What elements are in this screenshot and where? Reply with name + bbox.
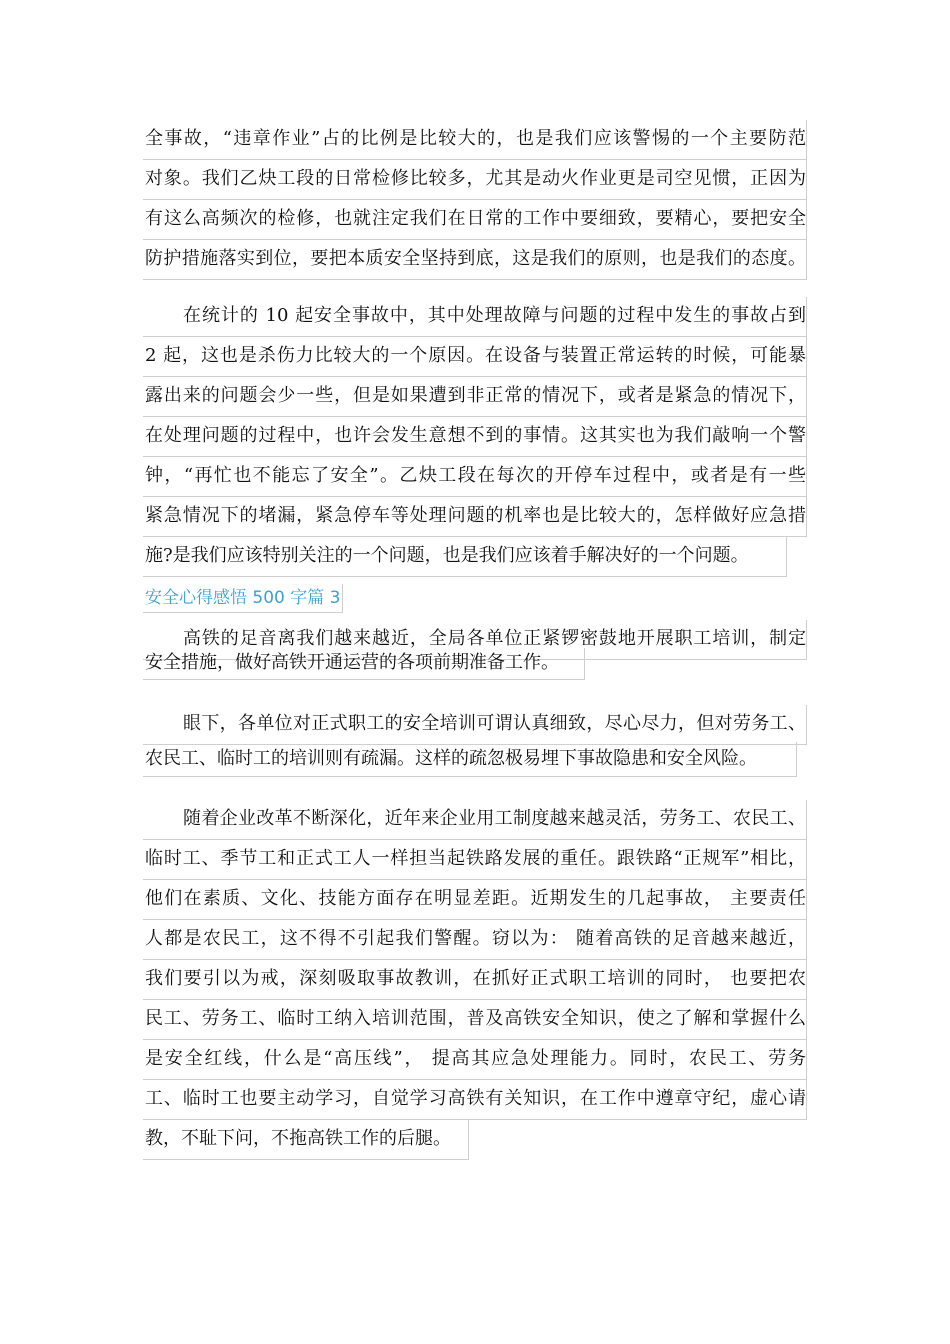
text-line: 紧急情况下的堵漏，紧急停车等处理问题的机率也是比较大的，怎样做好应急措	[143, 497, 807, 537]
text-line: 钟，“再忙也不能忘了安全”。乙炔工段在每次的开停车过程中，或者是有一些	[143, 457, 807, 497]
text-line: 临时工、季节工和正式工人一样担当起铁路发展的重任。跟铁路“正规军”相比，	[143, 840, 807, 880]
text-line: 随着企业改革不断深化，近年来企业用工制度越来越灵活，劳务工、农民工、	[143, 800, 807, 840]
text-line: 有这么高频次的检修，也就注定我们在日常的工作中要细致，要精心，要把安全	[143, 200, 807, 240]
text-line: 安全措施，做好高铁开通运营的各项前期准备工作。	[143, 648, 585, 680]
text-line: 民工、劳务工、临时工纳入培训范围，普及高铁安全知识，使之了解和掌握什么	[143, 1000, 807, 1040]
text-line: 2 起，这也是杀伤力比较大的一个原因。在设备与装置正常运转的时候，可能暴	[143, 337, 807, 377]
text-line: 高铁的足音离我们越来越近，全局各单位正紧锣密鼓地开展职工培训，制定	[143, 620, 807, 660]
text-line: 露出来的问题会少一些，但是如果遭到非正常的情况下，或者是紧急的情况下，	[143, 377, 807, 417]
text-line: 人都是农民工，这不得不引起我们警醒。窃以为： 随着高铁的足音越来越近，	[143, 920, 807, 960]
text-line: 工、临时工也要主动学习，自觉学习高铁有关知识，在工作中遵章守纪，虚心请	[143, 1080, 807, 1120]
text-line: 在处理问题的过程中，也许会发生意想不到的事情。这其实也为我们敲响一个警	[143, 417, 807, 457]
text-line: 农民工、临时工的培训则有疏漏。这样的疏忽极易埋下事故隐患和安全风险。	[143, 742, 797, 777]
text-line: 眼下，各单位对正式职工的安全培训可谓认真细致，尽心尽力，但对劳务工、	[143, 705, 807, 745]
text-line: 全事故，“违章作业”占的比例是比较大的，也是我们应该警惕的一个主要防范	[143, 120, 807, 160]
text-line: 我们要引以为戒，深刻吸取事故教训，在抓好正式职工培训的同时， 也要把农	[143, 960, 807, 1000]
text-line: 在统计的 10 起安全事故中，其中处理故障与问题的过程中发生的事故占到	[143, 297, 807, 337]
text-line: 他们在素质、文化、技能方面存在明显差距。近期发生的几起事故， 主要责任	[143, 880, 807, 920]
text-line: 对象。我们乙炔工段的日常检修比较多，尤其是动火作业更是司空见惯，正因为	[143, 160, 807, 200]
text-line: 防护措施落实到位，要把本质安全坚持到底，这是我们的原则，也是我们的态度。	[143, 240, 807, 280]
text-line: 教，不耻下问，不拖高铁工作的后腿。	[143, 1120, 469, 1160]
text-line: 是安全红线，什么是“高压线”， 提高其应急处理能力。同时，农民工、劳务	[143, 1040, 807, 1080]
text-line: 施?是我们应该特别关注的一个问题，也是我们应该着手解决好的一个问题。	[143, 537, 787, 577]
section-heading: 安全心得感悟 500 字篇 3	[143, 584, 343, 613]
